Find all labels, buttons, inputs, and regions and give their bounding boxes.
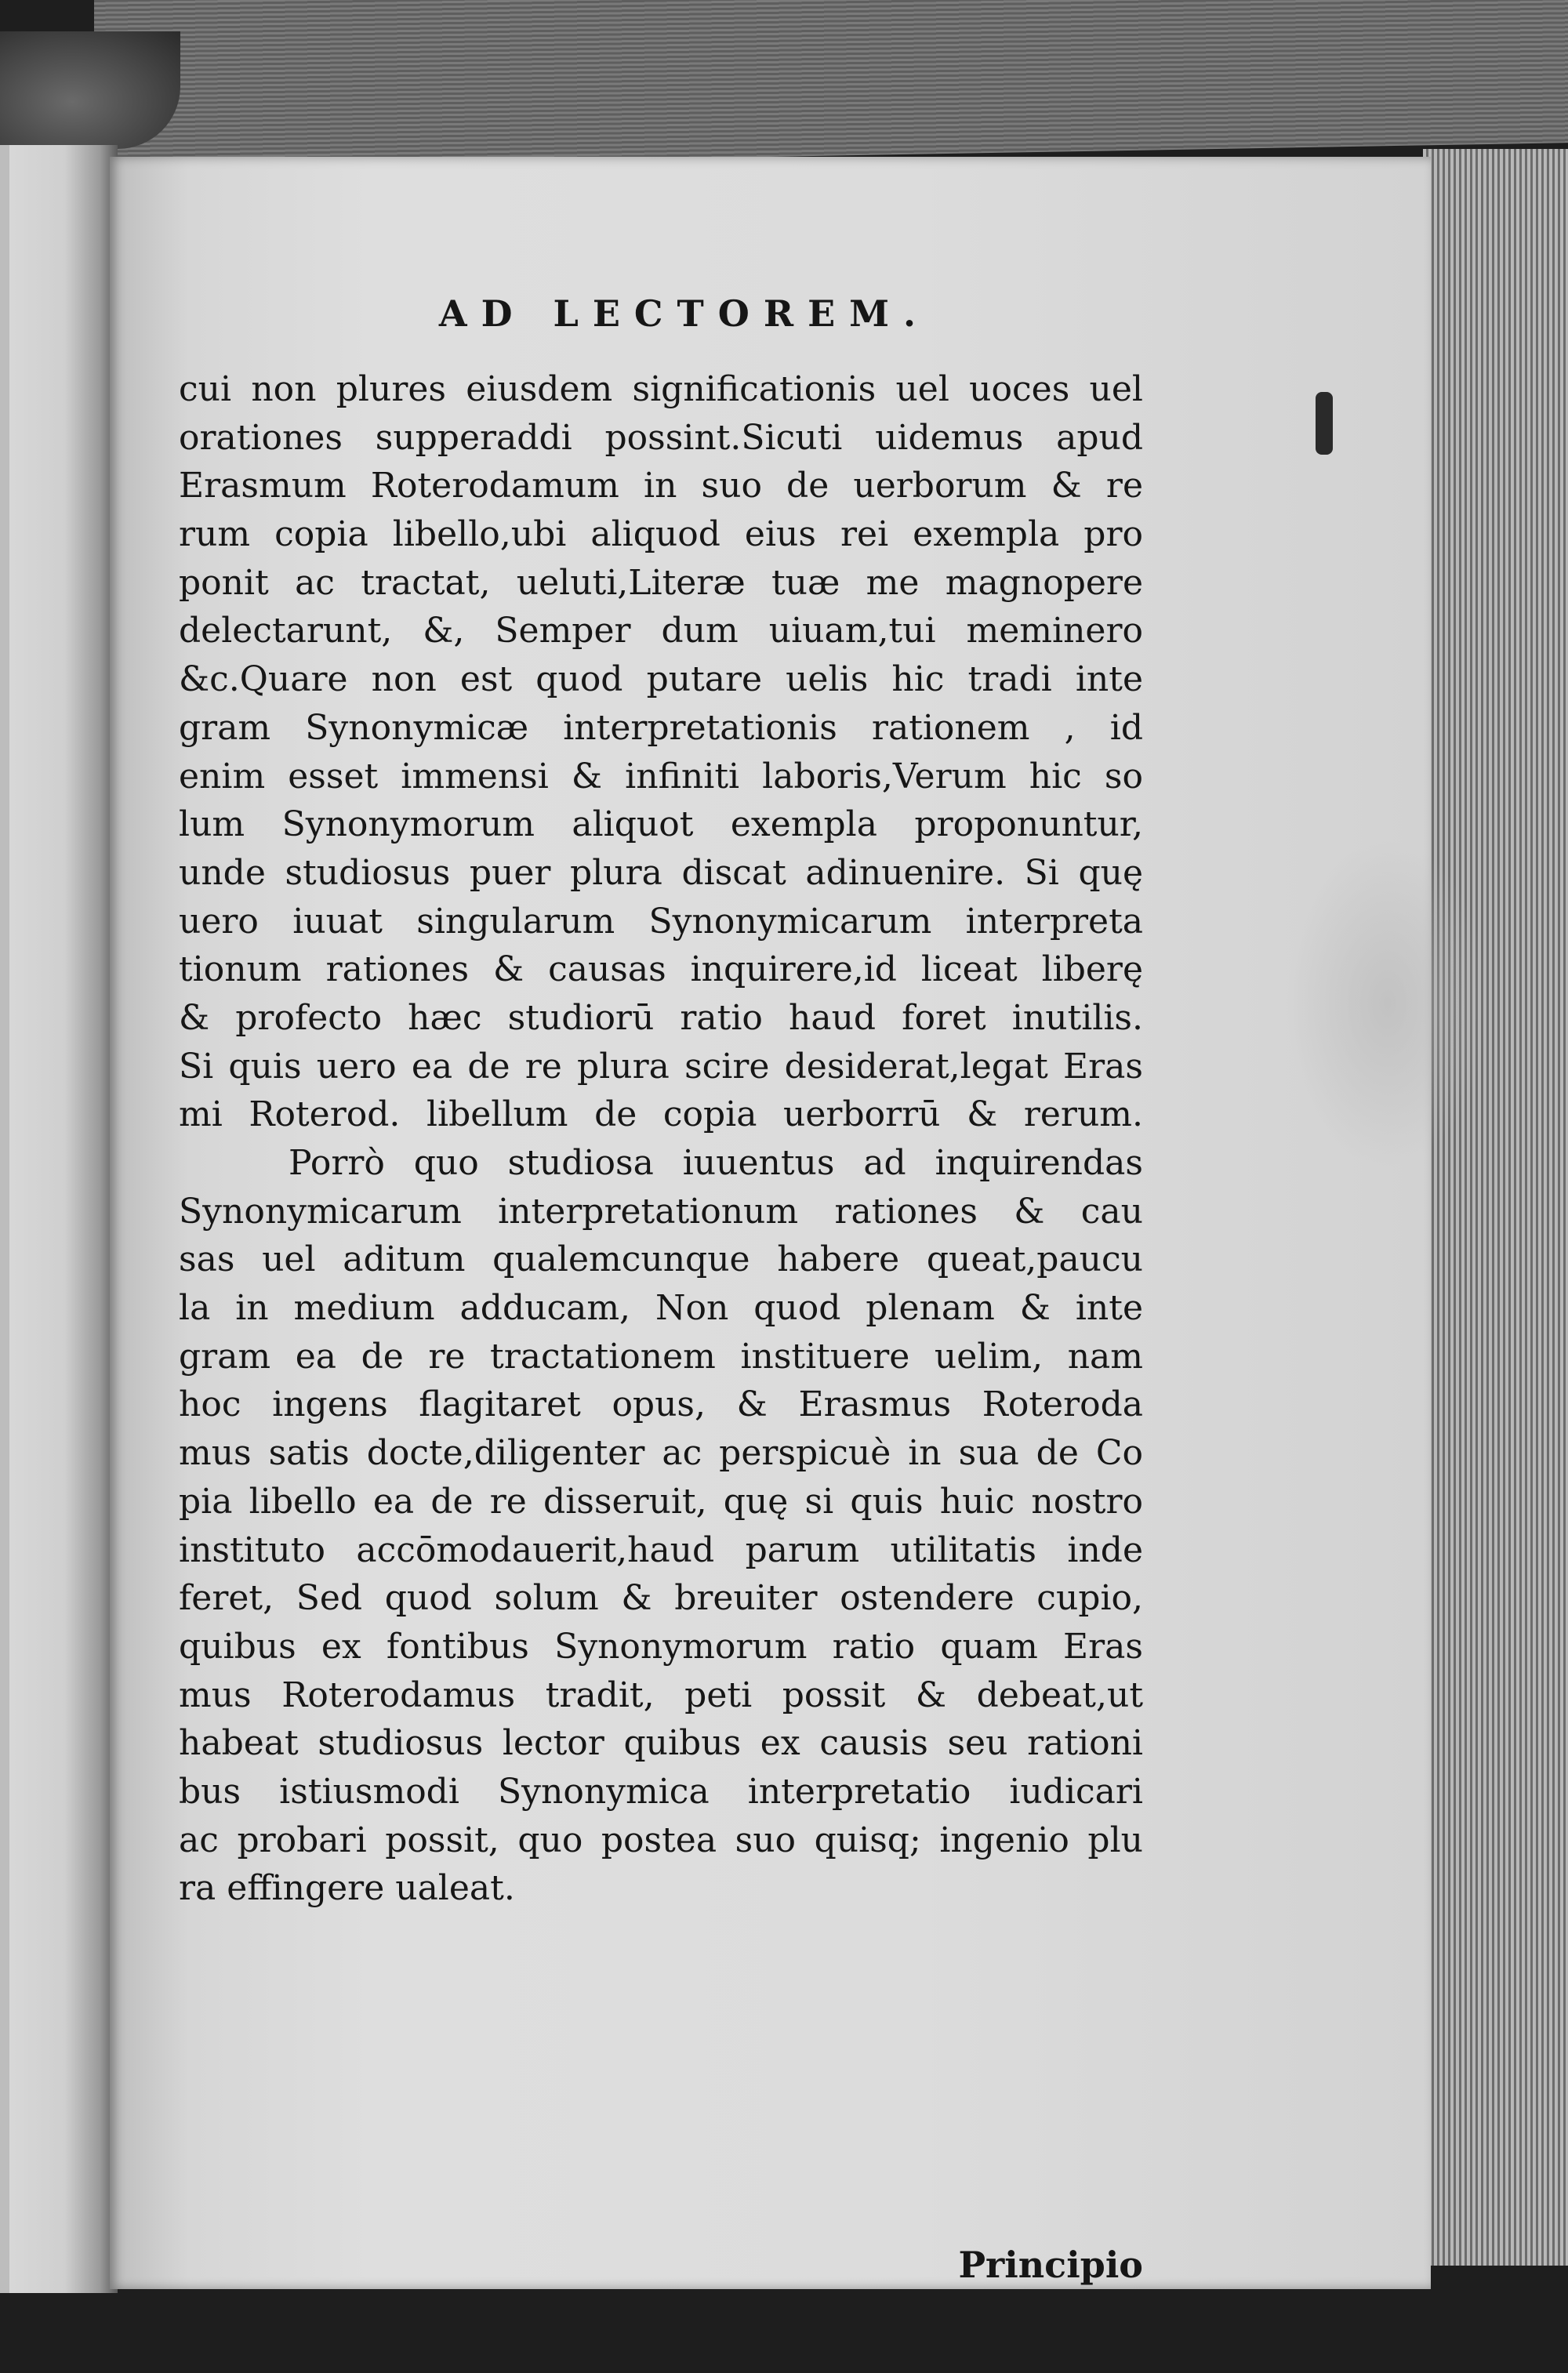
text-line: Synonymicarum interpretationum rationes & cau	[179, 1191, 1143, 1232]
text-line: lum Synonymorum aliquot exempla proponuntur,	[179, 804, 1143, 845]
text-line: quibus ex fontibus Synonymorum ratio quam Eras	[179, 1626, 1143, 1667]
page-block-fore-edges	[1423, 149, 1568, 2266]
text-line: ac probari possit, quo postea suo quisq; ingenio plu	[179, 1820, 1143, 1860]
text-line: Si quis uero ea de re plura scire desiderat,legat Eras	[179, 1046, 1143, 1087]
text-line: ponit ac tractat, ueluti,Literæ tuæ me magnopere	[179, 562, 1143, 603]
text-line: habeat studiosus lector quibus ex causis seu rationi	[179, 1723, 1143, 1764]
text-line: rum copia libello,ubi aliquod eius rei exempla pro	[179, 514, 1143, 555]
left-page-edge	[0, 145, 9, 2293]
text-line: tionum rationes & causas inquirere,id liceat liberę	[179, 949, 1143, 990]
text-line: Porrò quo studiosa iuuentus ad inquirendas	[289, 1143, 1143, 1183]
text-line: uero iuuat singularum Synonymicarum interpreta	[179, 901, 1143, 942]
text-line: pia libello ea de re disseruit, quę si quis huic nostro	[179, 1481, 1143, 1522]
book-binding	[0, 31, 180, 149]
page-block-top-edges	[94, 0, 1568, 169]
left-facing-page	[0, 145, 118, 2293]
catchword: Principio	[958, 2244, 1143, 2286]
page-text-block	[179, 290, 1143, 2286]
text-line: unde studiosus puer plura discat adinuenire. Si quę	[179, 852, 1143, 893]
text-line: hoc ingens flagitaret opus, & Erasmus Roteroda	[179, 1384, 1143, 1425]
running-head: AD LECTOREM.	[438, 292, 931, 335]
text-line: la in medium adducam, Non quod plenam & inte	[179, 1288, 1143, 1329]
text-line: gram Synonymicæ interpretationis rationem , id	[179, 707, 1143, 748]
text-line: mus Roterodamus tradit, peti possit & debeat,ut	[179, 1675, 1143, 1715]
text-line: mus satis docte,diligenter ac perspicuè in sua de Co	[179, 1433, 1143, 1474]
paper-stain	[1286, 839, 1490, 1168]
text-line: gram ea de re tractationem instituere uelim, nam	[179, 1336, 1143, 1377]
text-line: delectarunt, &, Semper dum uiuam,tui meminero	[179, 611, 1143, 651]
text-line: cui non plures eiusdem significationis uel uoces uel	[179, 369, 1143, 409]
margin-ink-mark	[1316, 392, 1333, 455]
text-line: orationes supperaddi possint.Sicuti uidemus apud	[179, 417, 1143, 458]
text-line: bus istiusmodi Synonymica interpretatio iudicari	[179, 1771, 1143, 1812]
text-line: instituto accōmodauerit,haud parum utilitatis inde	[179, 1529, 1143, 1570]
text-line: Erasmum Roterodamum in suo de uerborum & re	[179, 466, 1143, 506]
text-line: feret, Sed quod solum & breuiter ostendere cupio,	[179, 1578, 1143, 1619]
text-line: ra effingere ualeat.	[179, 1868, 515, 1909]
text-line: sas uel aditum qualemcunque habere queat,paucu	[179, 1239, 1143, 1280]
text-line: mi Roterod. libellum de copia uerborrū & rerum.	[179, 1094, 1143, 1135]
text-line: & profecto hæc studiorū ratio haud foret inutilis.	[179, 997, 1143, 1038]
text-line: &c.Quare non est quod putare uelis hic tradi inte	[179, 659, 1143, 700]
text-line: enim esset immensi & infiniti laboris,Verum hic so	[179, 756, 1143, 796]
